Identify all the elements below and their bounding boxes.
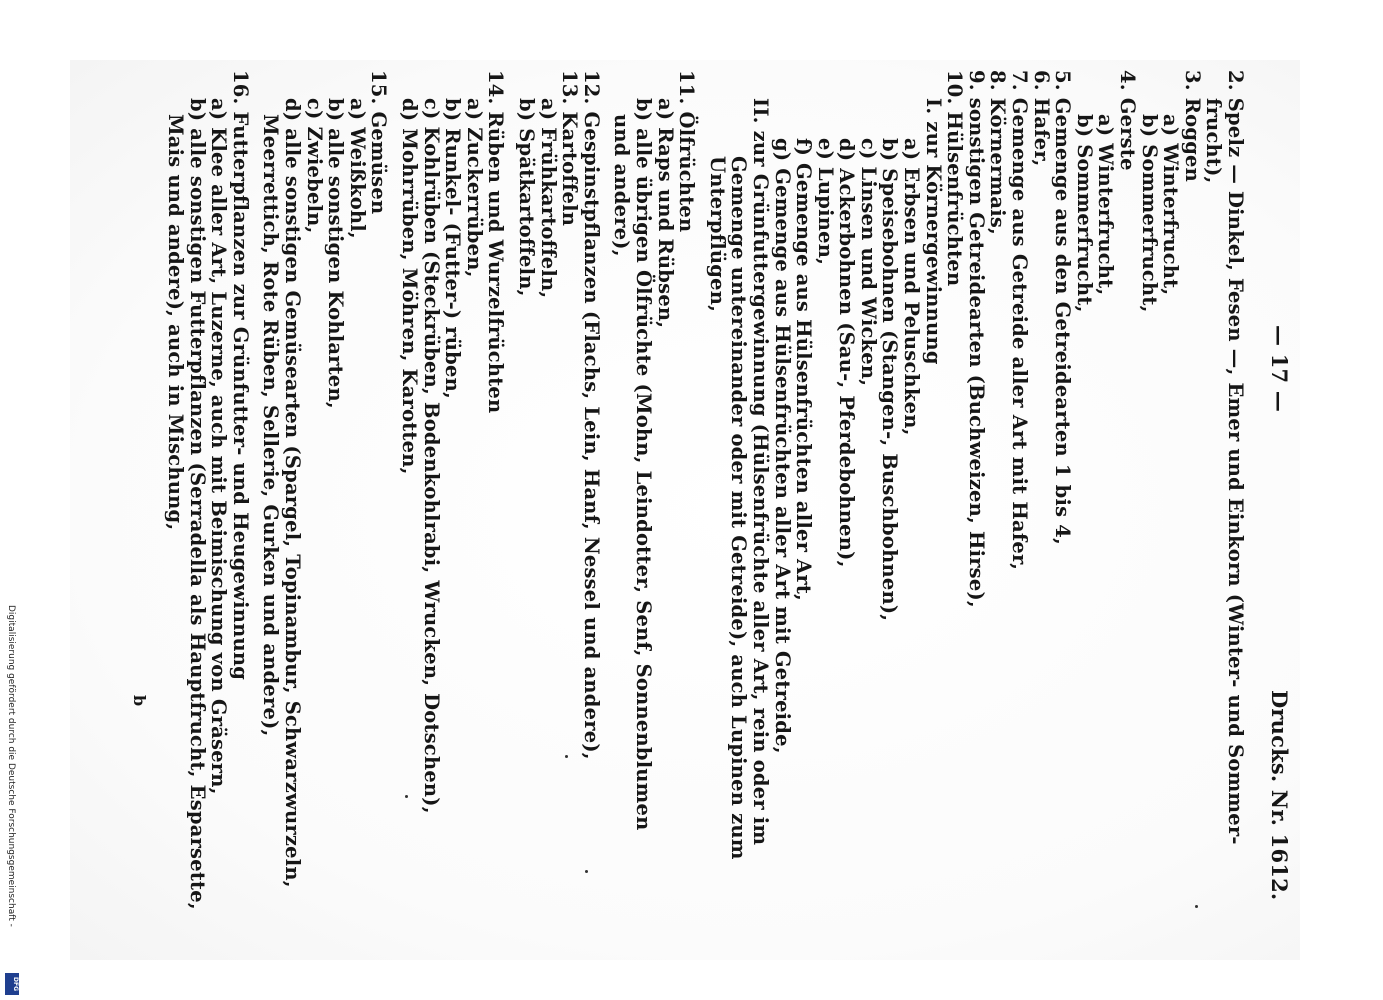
list-item: 13. Kartoffeln (558, 70, 582, 227)
list-item: b) alle übrigen Ölfrüchte (Mohn, Leindotter, Senf, Sonnenblumen (631, 98, 655, 831)
list-item: frucht), (1202, 98, 1226, 184)
list-item: a) Weißkohl, (345, 98, 369, 239)
list-item: a) Winterfrucht, (1094, 114, 1118, 296)
rotated-document-page (130, 70, 1290, 980)
list-item: II. zur Grünfuttergewinnung (Hülsenfrüchte aller Art, rein oder im (748, 98, 772, 846)
list-item: 6. Hafer, (1029, 70, 1053, 167)
crop-list (165, 70, 1247, 980)
list-item: b) alle sonstigen Kohlarten, (324, 98, 348, 409)
list-item: 11. Ölfrüchten (675, 70, 699, 233)
list-item: a) Erbsen und Peluschken, (900, 138, 924, 436)
list-item: Mais und andere), auch in Mischung, (164, 114, 188, 531)
list-item: b) Sommerfrucht, (1137, 114, 1161, 313)
list-item: 10. Hülsenfrüchten (943, 70, 967, 287)
list-item: d) Mohrrüben, Möhren, Karotten, (398, 98, 422, 475)
list-item: c) Zwiebeln, (302, 98, 326, 234)
list-item: 16. Futterpflanzen zur Grünfutter- und Heugewinnung (228, 70, 252, 681)
digitization-credit (5, 605, 17, 990)
list-item: 8. Körnermais, (986, 70, 1010, 236)
list-item: 12. Gespinstpflanzen (Flachs, Lein, Hanf, Nessel und andere), (579, 70, 603, 760)
list-item: 7. Gemenge aus Getreide aller Art mit Hafer, (1008, 70, 1032, 571)
scan-speck (585, 870, 588, 873)
list-item: a) Klee aller Art, Luzerne, auch mit Beimischung von Gräsern, (207, 98, 231, 795)
list-item: 2. Spelz — Dinkel, Fesen —, Emer und Einkorn (Winter- und Sommer- (1224, 70, 1247, 845)
list-item: 4. Gerste (1116, 70, 1140, 171)
list-item: Unterpflügen, (705, 156, 729, 313)
dfg-logo: DFG (5, 973, 19, 995)
footer-mark: b (130, 695, 149, 707)
list-item: b) Spätkartoffeln, (515, 98, 538, 297)
list-item: und andere), (610, 114, 634, 257)
list-item: a) Frühkartoffeln, (536, 98, 560, 299)
scan-speck (405, 795, 408, 798)
list-item: b) Runkel- (Futter-) rüben, (441, 98, 465, 399)
list-item: Gemenge untereinander oder mit Getreide), auch Lupinen zum (727, 156, 751, 860)
list-item: a) Zuckerrüben, (462, 98, 486, 278)
list-item: b) alle sonstigen Futterpflanzen (Serradella als Hauptfrucht, Esparsette, (185, 98, 209, 910)
list-item: I. zur Körnergewinnung (921, 98, 945, 365)
page-header (1246, 70, 1290, 980)
list-item: g) Gemenge aus Hülsenfrüchten aller Art mit Getreide, (770, 138, 794, 754)
list-item: 15. Gemüsen (367, 70, 391, 215)
list-item: 14. Rüben und Wurzelfrüchten (484, 70, 508, 414)
list-item: a) Raps und Rübsen, (653, 98, 677, 329)
list-item: d) Ackerbohnen (Sau-, Pferdebohnen), (835, 138, 859, 568)
list-item: b) Sommerfrucht, (1072, 114, 1096, 313)
list-item: 5. Gemenge aus den Getreidearten 1 bis 4, (1051, 70, 1075, 546)
page-number: — 17 — (1267, 325, 1292, 413)
scan-speck (1195, 905, 1198, 908)
list-item: b) Speisebohnen (Stangen-, Buschbohnen), (878, 138, 902, 622)
list-item: 3. Roggen (1180, 70, 1204, 183)
list-item: d) alle sonstigen Gemüsearten (Spargel, Topinambur, Schwarzwurzeln, (281, 98, 305, 888)
digitization-note: Digitalisierung gefördert durch die Deutsche Forschungsgemeinschaft - (6, 605, 16, 927)
list-item: c) Kohlrüben (Steckrüben, Bodenkohlrabi, Wrucken, Dotschen), (419, 98, 443, 814)
list-item: f) Gemenge aus Hülsenfrüchten aller Art, (792, 138, 816, 602)
entry-gap (697, 70, 706, 980)
list-item: a) Winterfrucht, (1159, 114, 1183, 296)
list-item: e) Lupinen, (813, 138, 837, 266)
list-item: c) Linsen und Wicken, (856, 138, 880, 387)
list-item: 9. sonstigen Getreidearten (Buchweizen, Hirse), (964, 70, 988, 608)
list-item: Meerrettich, Rote Rüben, Sellerie, Gurken und andere), (259, 114, 283, 737)
scan-speck (565, 755, 568, 758)
document-reference: Drucks. Nr. 1612. (1267, 690, 1292, 901)
